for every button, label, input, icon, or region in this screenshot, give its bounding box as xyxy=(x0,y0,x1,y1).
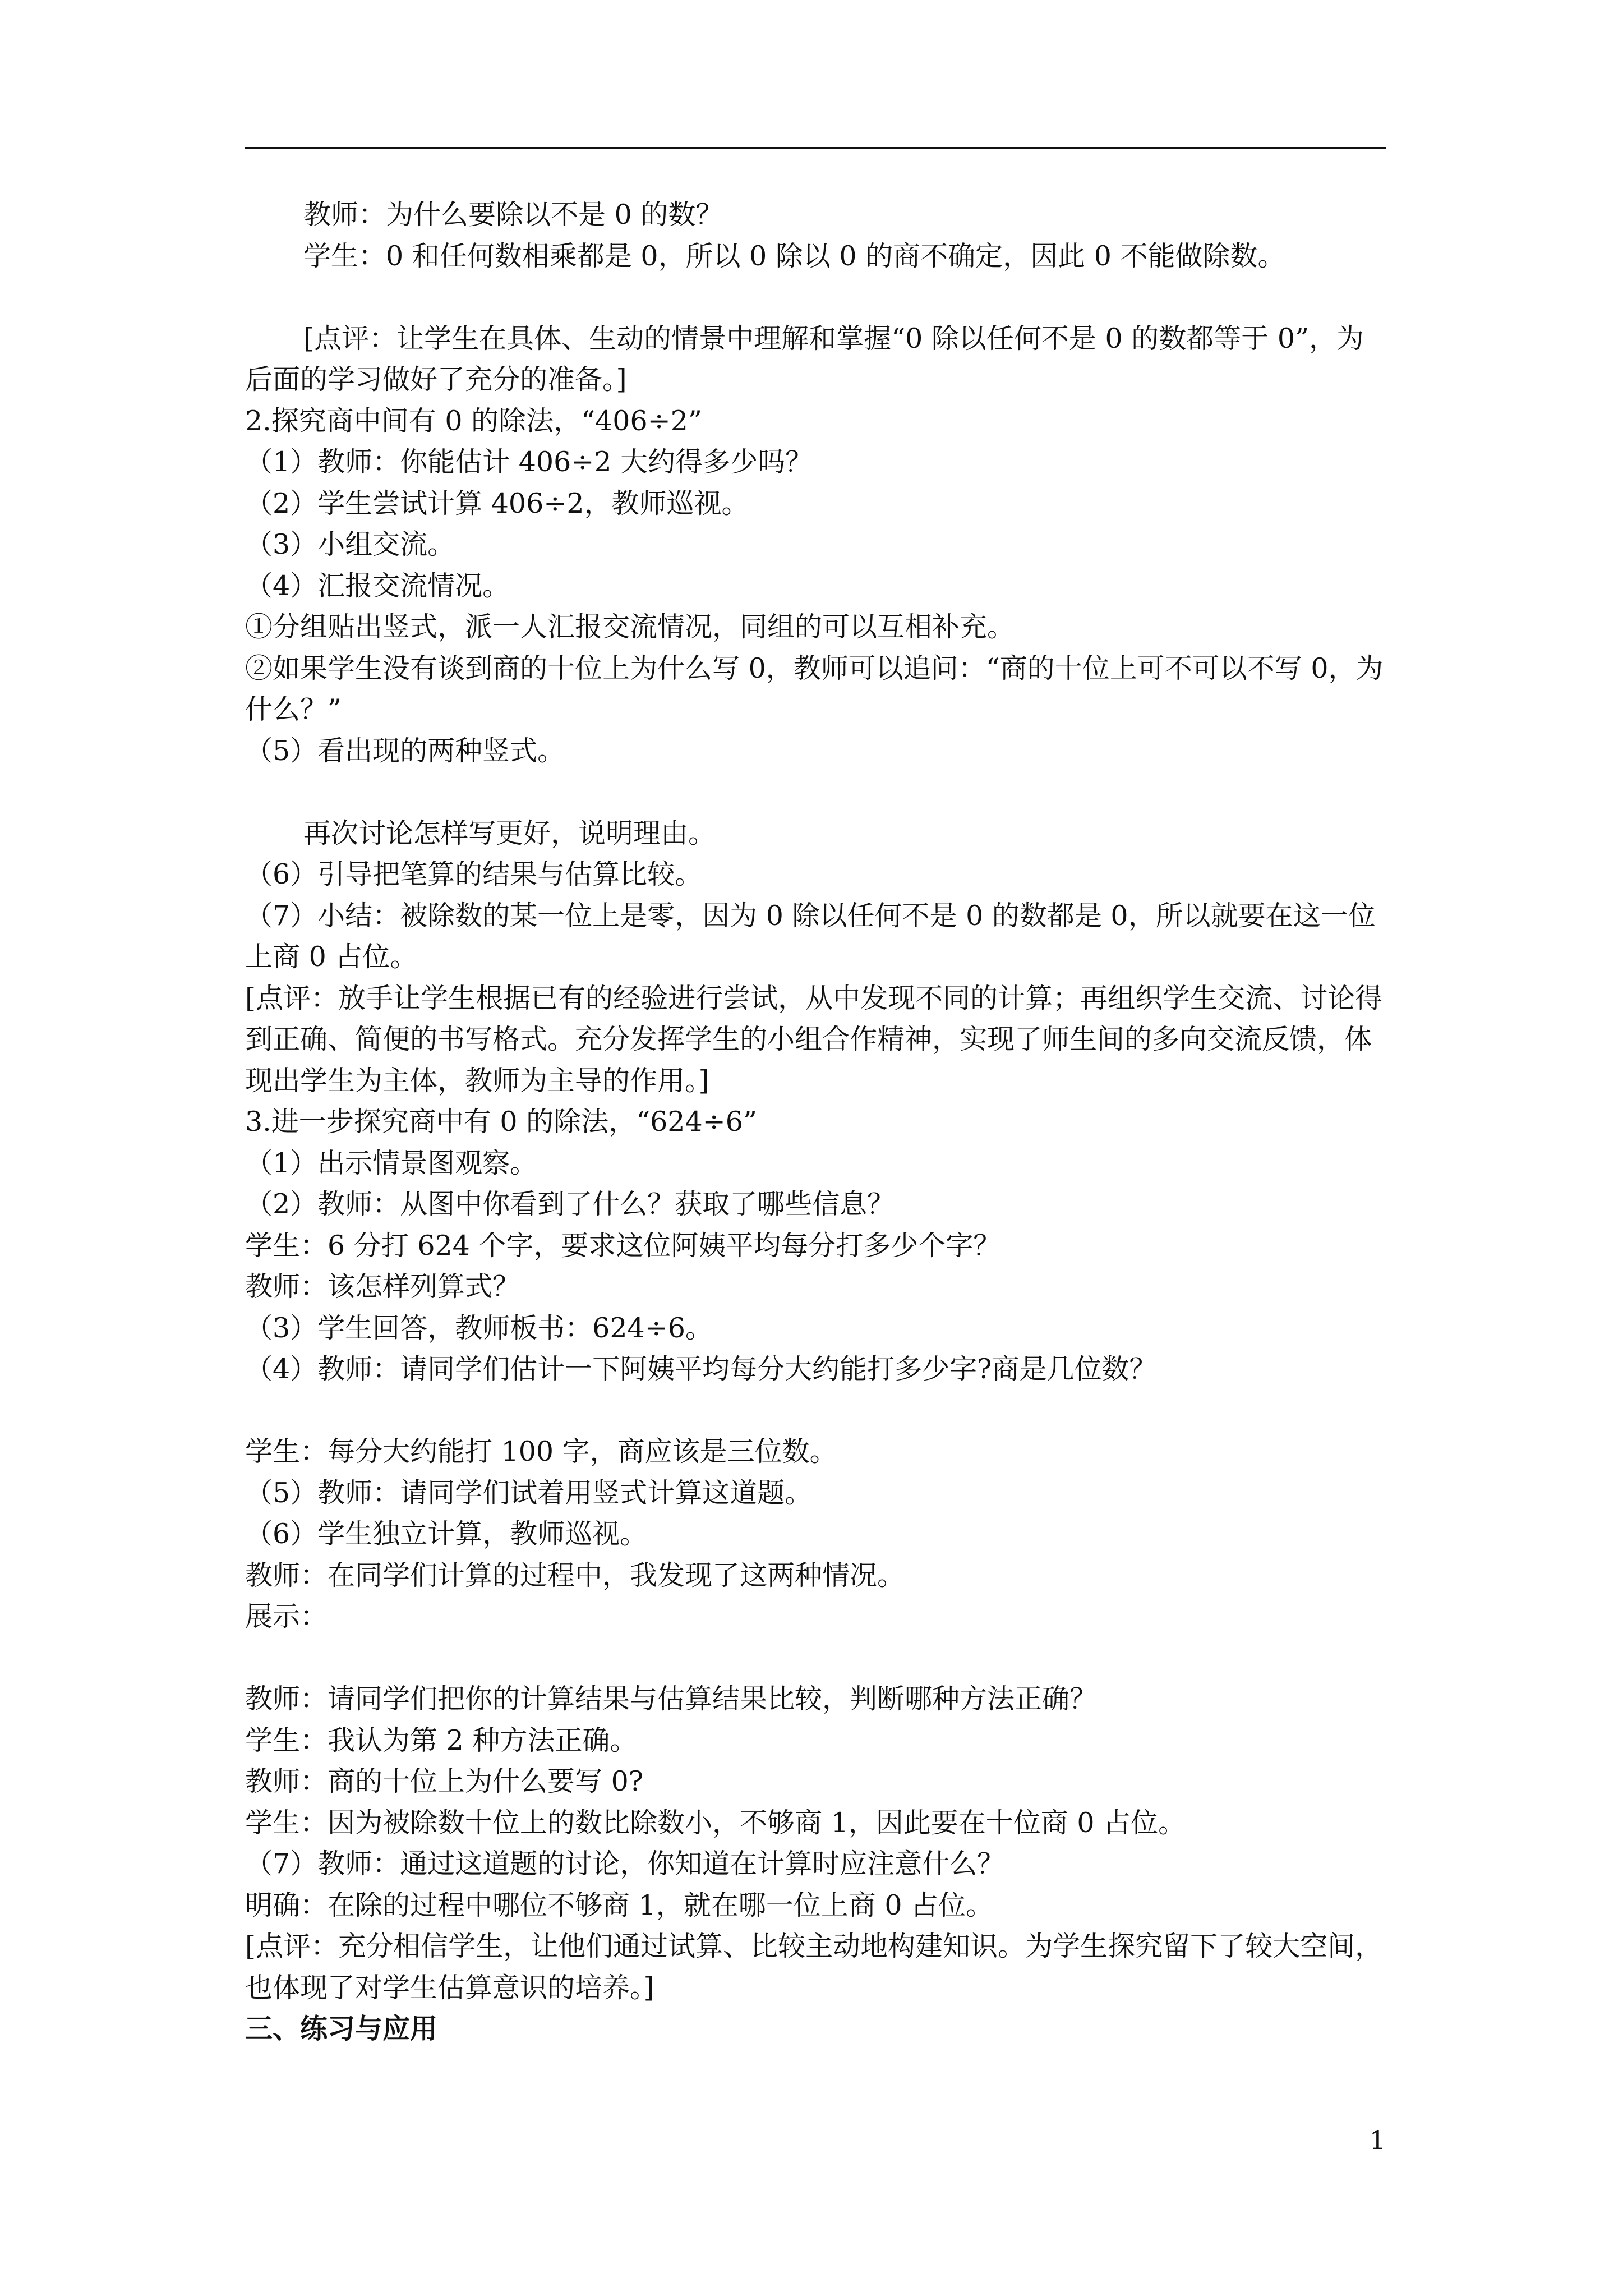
text-line: 教师：请同学们把你的计算结果与估算结果比较，判断哪种方法正确？ xyxy=(245,1683,1098,1715)
text-line: ①分组贴出竖式，派一人汇报交流情况，同组的可以互相补充。 xyxy=(245,611,1015,643)
text-line: （3）小组交流。 xyxy=(245,528,455,560)
text-line: （5）教师：请同学们试着用竖式计算这道题。 xyxy=(245,1476,813,1509)
text-line: 教师：在同学们计算的过程中，我发现了这两种情况。 xyxy=(245,1559,905,1591)
blank-line xyxy=(245,771,1386,813)
text-line: （7）小结：被除数的某一位上是零，因为 0 除以任何不是 0 的数都是 0，所以就要在这一位上商 0 占位。 xyxy=(245,899,1376,973)
header-rule xyxy=(245,147,1386,149)
page-number: 1 xyxy=(1369,2125,1386,2155)
text-line: （5）看出现的两种竖式。 xyxy=(245,734,565,767)
text-line: 学生：每分大约能打 100 字，商应该是三位数。 xyxy=(245,1435,837,1467)
text-line: ②如果学生没有谈到商的十位上为什么写 0，教师可以追问：“商的十位上可不可以不写 0，为什么？” xyxy=(245,652,1384,725)
text-line: 学生：6 分打 624 个字，要求这位阿姨平均每分打多少个字？ xyxy=(245,1229,1001,1262)
text-line: （6）学生独立计算，教师巡视。 xyxy=(245,1518,648,1550)
text-line: 明确：在除的过程中哪位不够商 1，就在哪一位上商 0 占位。 xyxy=(245,1889,994,1921)
blank-line xyxy=(245,1390,1386,1432)
text-line: （4）教师：请同学们估计一下阿姨平均每分大约能打多少字?商是几位数？ xyxy=(245,1353,1157,1385)
text-line: 学生：我认为第 2 种方法正确。 xyxy=(245,1724,638,1756)
text-line: 学生：0 和任何数相乘都是 0，所以 0 除以 0 的商不确定，因此 0 不能做除数。 xyxy=(303,240,1285,272)
blank-line xyxy=(245,277,1386,318)
document-body xyxy=(245,194,1386,2050)
text-line: [点评：放手让学生根据已有的经验进行尝试，从中发现不同的计算；再组织学生交流、讨论得到正确、简便的书写格式。充分发挥学生的小组合作精神，实现了师生间的多向交流反馈，体现出学生为主体，教师为主导的作用。] xyxy=(245,982,1383,1097)
section-heading: 三、练习与应用 xyxy=(245,2012,438,2045)
text-line: （1）教师：你能估计 406÷2 大约得多少吗？ xyxy=(245,446,813,478)
text-line: [点评：充分相信学生，让他们通过试算、比较主动地构建知识。为学生探究留下了较大空间，也体现了对学生估算意识的培养。] xyxy=(245,1930,1383,2004)
text-line: 教师：该怎样列算式？ xyxy=(245,1271,520,1303)
text-line: （7）教师：通过这道题的讨论，你知道在计算时应注意什么？ xyxy=(245,1848,1005,1880)
text-line: 3.进一步探究商中有 0 的除法，“624÷6” xyxy=(245,1106,757,1138)
text-line: （2）教师：从图中你看到了什么？获取了哪些信息？ xyxy=(245,1188,895,1220)
text-line: 教师：商的十位上为什么要写 0? xyxy=(245,1765,644,1797)
text-line: 教师：为什么要除以不是 0 的数？ xyxy=(303,199,723,231)
text-line: （2）学生尝试计算 406÷2，教师巡视。 xyxy=(245,487,749,519)
text-line: （3）学生回答，教师板书：624÷6。 xyxy=(245,1312,713,1344)
blank-line xyxy=(245,1637,1386,1679)
text-line: （6）引导把笔算的结果与估算比较。 xyxy=(245,858,703,890)
text-line: [点评：让学生在具体、生动的情景中理解和掌握“0 除以任何不是 0 的数都等于 0”，为后面的学习做好了充分的准备。] xyxy=(245,322,1364,395)
text-line: 学生：因为被除数十位上的数比除数小，不够商 1，因此要在十位商 0 占位。 xyxy=(245,1806,1186,1839)
text-line: （4）汇报交流情况。 xyxy=(245,569,510,602)
text-line: 2.探究商中间有 0 的除法，“406÷2” xyxy=(245,404,702,437)
text-line: 展示： xyxy=(245,1600,328,1632)
text-line: （1）出示情景图观察。 xyxy=(245,1147,538,1179)
text-line: 再次讨论怎样写更好，说明理由。 xyxy=(303,817,716,849)
